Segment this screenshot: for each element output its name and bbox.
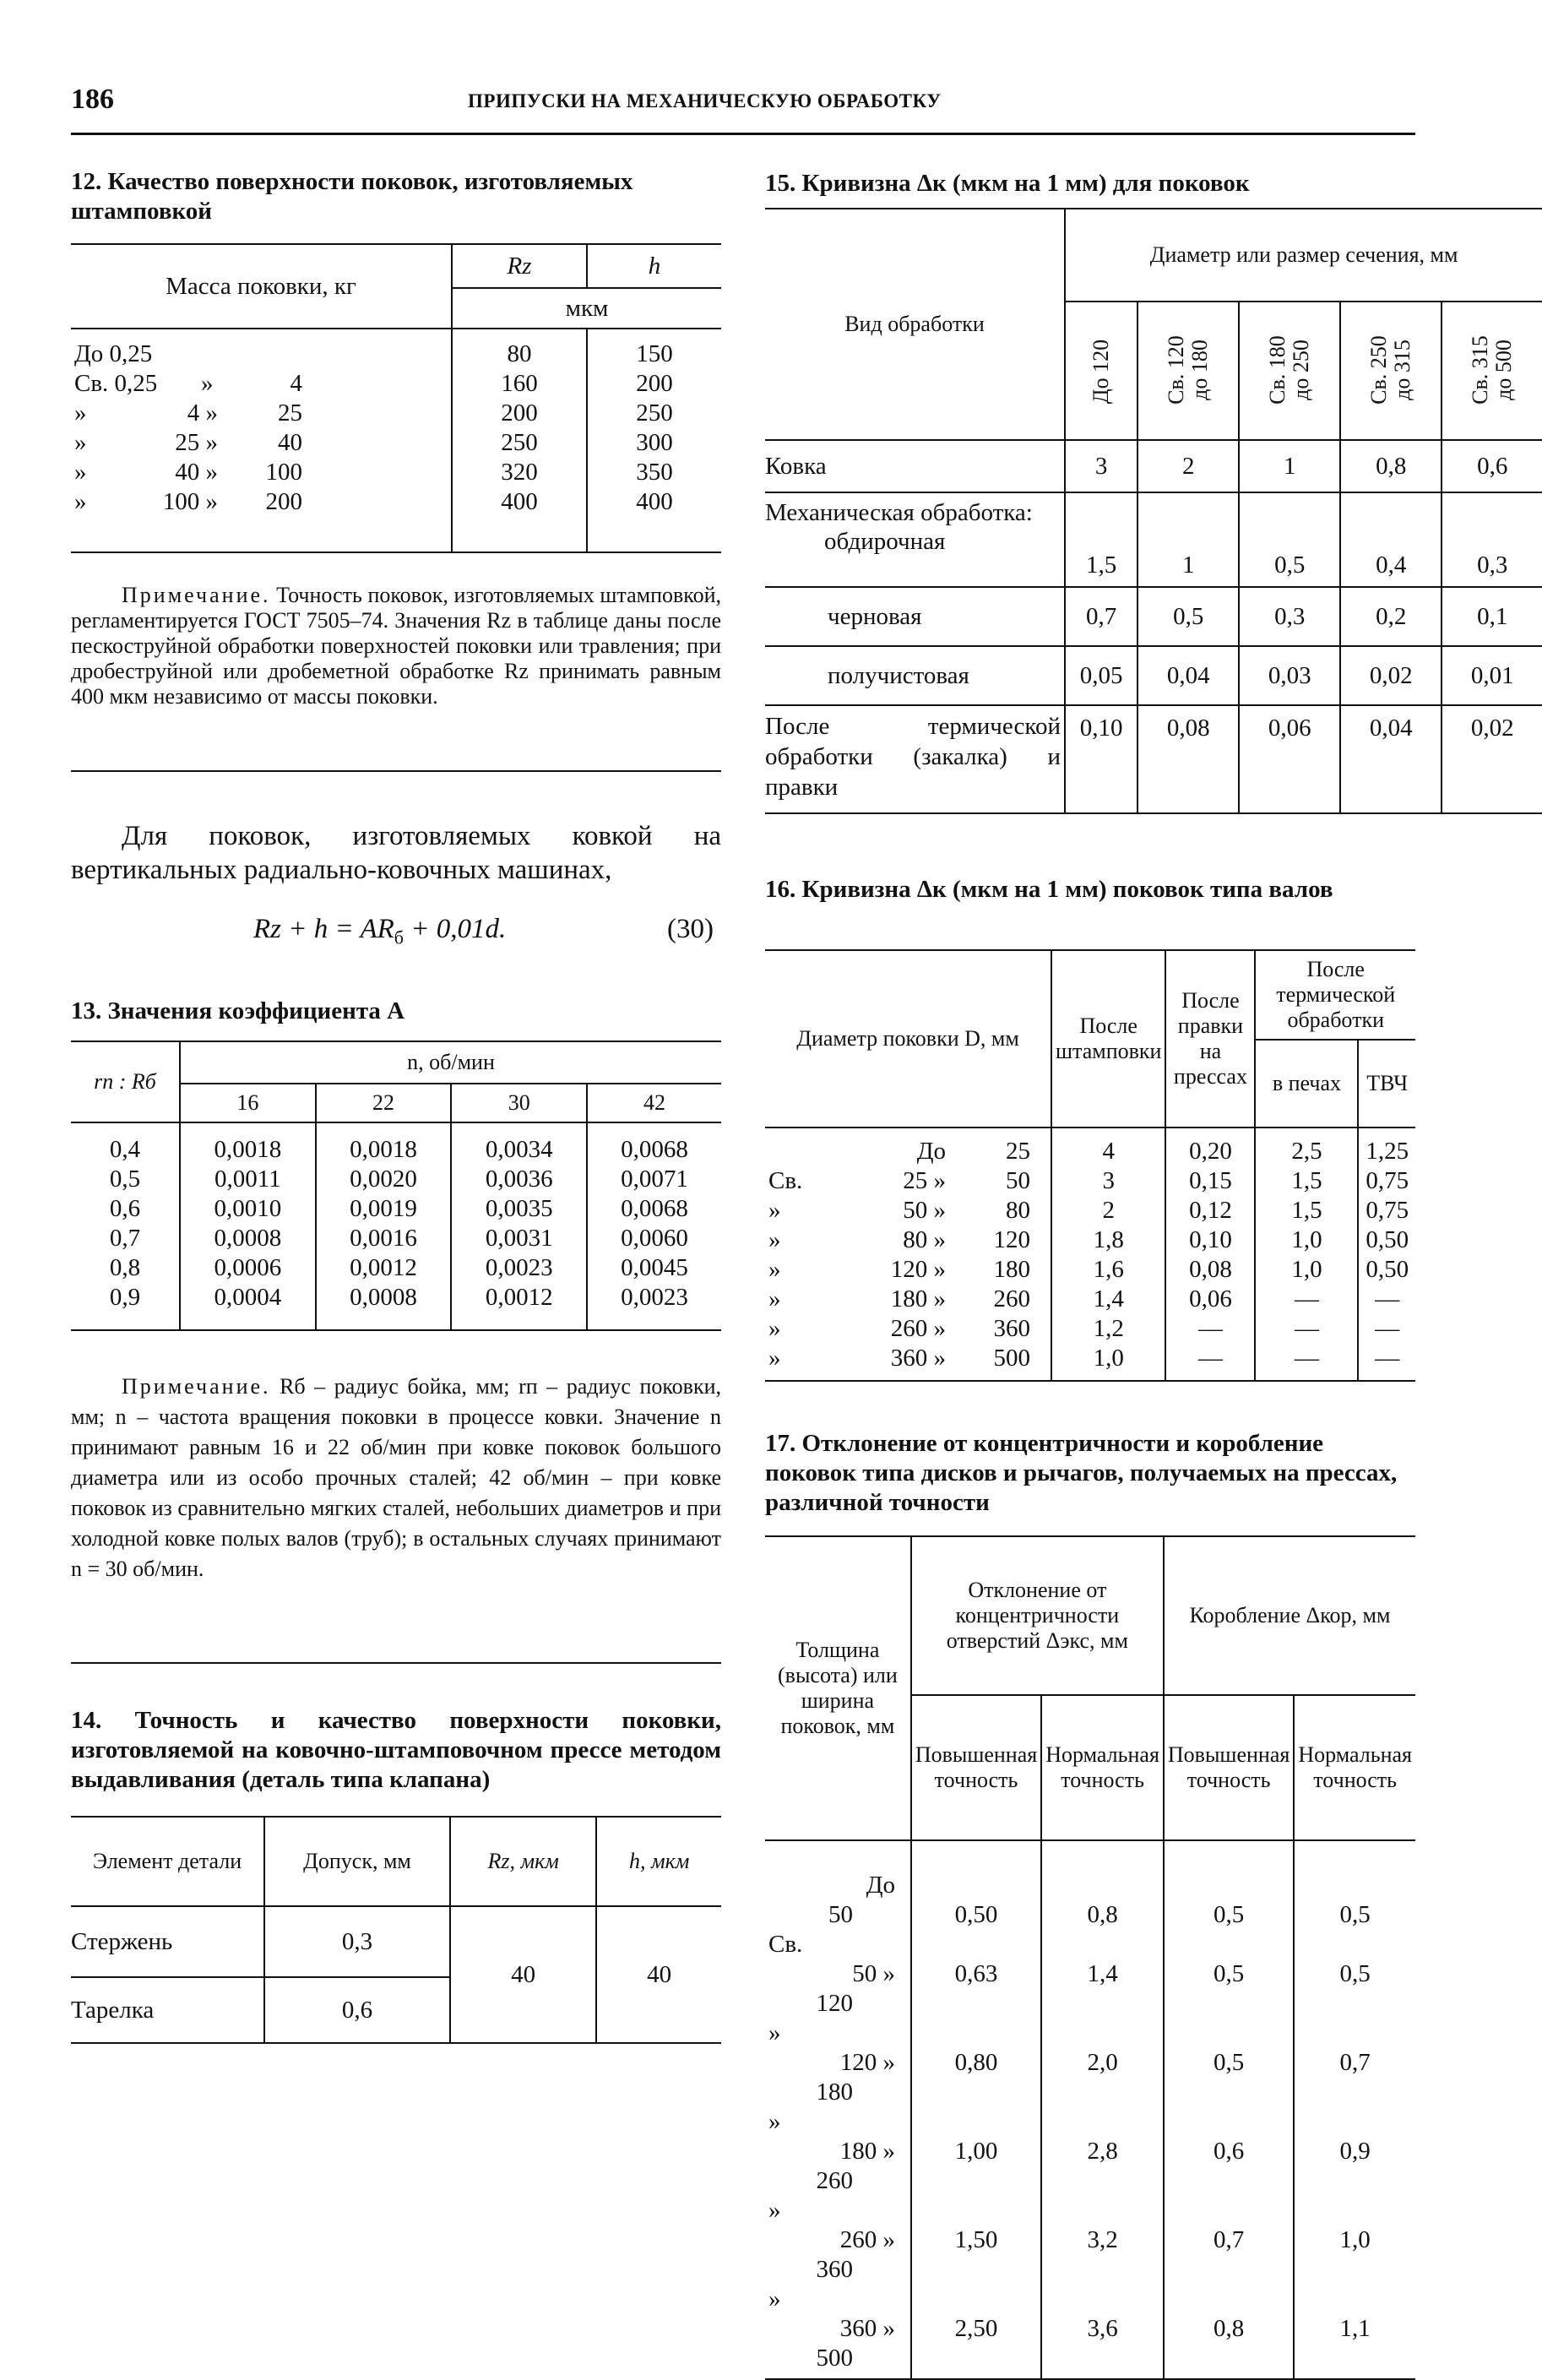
t17-d-b: 120 » <box>839 2049 895 2076</box>
t15-row-label: обдирочная <box>824 528 946 555</box>
t13-ratio: 0,7 <box>71 1224 180 1253</box>
t16-d-c: 80 <box>1006 1197 1030 1224</box>
t14-element: Стержень <box>71 1906 264 1977</box>
t13-value: 0,0012 <box>316 1253 452 1283</box>
t17-d-c: 360 <box>816 2256 853 2283</box>
t15-value: 2 <box>1137 440 1239 492</box>
t15-header-diameter: Диаметр или размер сечения, мм <box>1065 209 1542 302</box>
t15-row-label: После термической обработки (закалка) и правки <box>765 705 1065 813</box>
t13-value: 0,0016 <box>316 1224 452 1253</box>
t15-col-label: Св. 120 до 180 <box>1164 335 1213 405</box>
t17-d-a: » <box>768 2019 781 2046</box>
t16-value: 1,0 <box>1255 1225 1358 1255</box>
t12-mass-label: » <box>74 459 87 486</box>
t12-h-value: 200 <box>636 370 673 397</box>
t17-value: 3,2 <box>1041 2196 1164 2285</box>
t13-value: 0,0034 <box>451 1122 587 1165</box>
t16-d-b: 260 » <box>890 1315 946 1342</box>
t12-mass-label: До 0,25 <box>74 340 153 367</box>
t13-body <box>71 1122 721 1330</box>
t17-d-a: » <box>768 2285 781 2312</box>
t16-d-c: 25 <box>1006 1138 1030 1165</box>
t12-h-value: 300 <box>636 429 673 456</box>
t14-rz: 40 <box>450 1906 596 2043</box>
t13-header-ratio: rп : Rб <box>71 1041 180 1122</box>
t12-mass-to: 4 <box>290 370 302 397</box>
t15-value: 0,3 <box>1239 587 1340 646</box>
t15-value: 3 <box>1065 440 1137 492</box>
t16-value: 0,10 <box>1165 1225 1255 1255</box>
t15-row-label: Ковка <box>765 440 1065 492</box>
t12-mass-label: » <box>74 399 87 427</box>
t13-ratio: 0,4 <box>71 1122 180 1165</box>
t15-mech-label: Механическая обработка: <box>765 499 1033 526</box>
t15-row-label: черновая <box>765 587 1065 646</box>
t16-header-diameter: Диаметр поковки D, мм <box>765 950 1051 1128</box>
t16-value: 3 <box>1051 1166 1165 1196</box>
t16-value: 2 <box>1051 1196 1165 1225</box>
t13-value: 0,0020 <box>316 1165 452 1194</box>
t16-d-b: 50 » <box>903 1197 946 1224</box>
t15-value: 0,04 <box>1137 646 1239 705</box>
t16-d-c: 360 <box>993 1315 1030 1342</box>
t15-value: 0,02 <box>1470 715 1514 742</box>
t16-value: 4 <box>1051 1128 1165 1166</box>
t16-value: 1,25 <box>1366 1138 1409 1165</box>
t16-d-a: » <box>768 1226 781 1253</box>
t12-note-text: Точность поковок, изготовляемых штамповкой, регламентируется ГОСТ 7505–74. Значения Rz в таблице даны после пескоструйной обработки поверхностей поковки или травления; при дробеструйной или дробеметной обработке Rz принимать равным 400 мкм независимо от массы поковки. <box>71 583 721 709</box>
t12-header-mass: Масса поковки, кг <box>71 244 452 329</box>
t17-header-normal: Нормальная точность <box>1041 1695 1164 1840</box>
t15-value: 1 <box>1137 492 1239 587</box>
t16-d-b: До <box>916 1138 946 1165</box>
t13-note-label: Примечание. <box>122 1374 271 1399</box>
t16-value: — <box>1375 1285 1400 1312</box>
t16-value: — <box>1255 1314 1358 1344</box>
t12-mass-label: » <box>74 488 87 515</box>
t13-value: 0,0004 <box>180 1283 316 1330</box>
t14-h: 40 <box>596 1906 721 2043</box>
t14-element: Тарелка <box>71 1996 155 2024</box>
t14-header-h: h, мкм <box>629 1849 690 1873</box>
t12-h-value: 350 <box>636 459 673 486</box>
t16-value: 1,4 <box>1051 1285 1165 1314</box>
t12-header-unit: мкм <box>452 288 721 329</box>
t17-header-deviation: Отклонение от концентричности отверстий Δэкс, мм <box>911 1536 1164 1695</box>
t15-value: 0,7 <box>1065 587 1137 646</box>
t17-value: 0,5 <box>1164 2019 1294 2107</box>
t17-d-b: 180 » <box>839 2138 895 2165</box>
t12-mass-mid: » <box>201 370 214 397</box>
t17-header-thickness: Толщина (высота) или ширина поковок, мм <box>765 1536 911 1840</box>
t15-col-label: Св. 315 до 500 <box>1468 335 1517 405</box>
t16-body <box>765 1128 1415 1381</box>
t13-value: 0,0023 <box>451 1253 587 1283</box>
t16-value: 1,5 <box>1255 1196 1358 1225</box>
t17-d-c: 500 <box>816 2345 853 2372</box>
t13-value: 0,0035 <box>451 1194 587 1224</box>
t15-col-label: До 120 <box>1089 339 1114 404</box>
t12-mass-to: 100 <box>265 459 302 486</box>
t16-value: — <box>1375 1315 1400 1342</box>
t14-tolerance: 0,6 <box>264 1977 450 2043</box>
page-header <box>71 80 1415 135</box>
t12-mass-to: 200 <box>265 488 302 515</box>
t16-d-b: 80 » <box>903 1226 946 1253</box>
t16-d-b: 360 » <box>890 1345 946 1372</box>
formula-main: Rz + h = AR <box>253 914 394 944</box>
table-17-title: 17. Отклонение от концентричности и коробление поковок типа дисков и рычагов, получаемых на прессах, различной точности <box>765 1430 1398 1516</box>
t13-value: 0,0031 <box>451 1224 587 1253</box>
t12-rz-value: 250 <box>452 428 587 458</box>
table-13 <box>71 1041 721 1331</box>
t12-mass-mid: 40 » <box>175 459 218 486</box>
t17-header-normal: Нормальная точность <box>1298 1742 1412 1792</box>
t17-value: 2,8 <box>1041 2107 1164 2196</box>
t12-mass-mid: 100 » <box>162 488 218 515</box>
t16-value: — <box>1375 1345 1400 1372</box>
t12-header-rz: Rz <box>452 244 587 288</box>
formula-number: (30) <box>667 914 714 944</box>
t17-value: 1,00 <box>911 2107 1041 2196</box>
t17-d-a: Св. <box>768 1931 803 1958</box>
t16-header-press: После правки на прессах <box>1165 950 1255 1128</box>
t15-value: 0,4 <box>1340 492 1442 587</box>
t17-d-b: 360 » <box>839 2315 895 2342</box>
table-16 <box>765 949 1415 1382</box>
page-number: 186 <box>71 84 114 115</box>
t13-value: 0,0018 <box>316 1122 452 1165</box>
t13-value: 0,0071 <box>621 1166 688 1193</box>
t15-value: 0,10 <box>1065 705 1137 813</box>
t16-value: — <box>1255 1344 1358 1381</box>
t16-value: — <box>1255 1285 1358 1314</box>
t15-col-label: Св. 180 до 250 <box>1265 335 1314 405</box>
t12-rz-value: 80 <box>452 329 587 369</box>
t14-header-rz: Rz, мкм <box>450 1817 596 1906</box>
t15-col <box>1239 302 1340 440</box>
t13-value: 0,0011 <box>180 1165 316 1194</box>
table-12-title: 12. Качество поверхности поковок, изготовляемых штамповкой <box>71 168 633 225</box>
t15-value: 1 <box>1239 440 1340 492</box>
t16-d-c: 50 <box>1006 1167 1030 1194</box>
t15-col-label: Св. 250 до 315 <box>1366 335 1415 405</box>
t17-value: 0,5 <box>1164 1840 1294 1930</box>
t16-d-a: » <box>768 1256 781 1283</box>
t16-d-c: 260 <box>993 1285 1030 1312</box>
t17-value: 0,7 <box>1339 2049 1371 2076</box>
t12-h-value: 250 <box>636 399 673 427</box>
t17-d-c: 260 <box>816 2167 853 2194</box>
t17-d-b: 50 » <box>852 1960 895 1987</box>
t12-rz-value: 400 <box>452 487 587 517</box>
t16-value: 1,0 <box>1051 1344 1165 1381</box>
t13-col: 16 <box>180 1084 316 1122</box>
t12-mass-label: Св. 0,25 <box>74 370 158 397</box>
t13-value: 0,0023 <box>621 1284 688 1311</box>
t16-value: — <box>1165 1344 1255 1381</box>
running-head: ПРИПУСКИ НА МЕХАНИЧЕСКУЮ ОБРАБОТКУ <box>468 90 942 111</box>
t13-ratio: 0,8 <box>71 1253 180 1283</box>
t16-d-b: 120 » <box>890 1256 946 1283</box>
t16-d-c: 500 <box>993 1345 1030 1372</box>
t17-value: 0,8 <box>1041 1840 1164 1930</box>
t16-value: 0,06 <box>1165 1285 1255 1314</box>
t16-d-a: Св. <box>768 1167 803 1194</box>
table-15-title: 15. Кривизна Δк (мкм на 1 мм) для поковок <box>765 170 1250 197</box>
formula <box>253 914 506 949</box>
t13-value: 0,0036 <box>451 1165 587 1194</box>
t15-value: 0,08 <box>1137 705 1239 813</box>
t15-value: 0,5 <box>1137 587 1239 646</box>
t17-value: 2,50 <box>911 2285 1041 2379</box>
t13-value: 0,0012 <box>451 1283 587 1330</box>
t16-d-c: 120 <box>993 1226 1030 1253</box>
t13-value: 0,0068 <box>621 1195 688 1222</box>
body-paragraph: Для поковок, изготовляемых ковкой на вертикальных радиально-ковочных машинах, <box>71 821 721 885</box>
t17-d-c: 120 <box>816 1990 853 2017</box>
formula-sub: б <box>394 926 404 948</box>
t13-value: 0,0019 <box>316 1194 452 1224</box>
t17-value: 1,1 <box>1339 2315 1371 2342</box>
t16-value: 0,08 <box>1165 1255 1255 1285</box>
t16-value: 0,50 <box>1366 1226 1409 1253</box>
t16-d-b: 180 » <box>890 1285 946 1312</box>
t17-value: 1,0 <box>1339 2226 1371 2253</box>
t15-col <box>1137 302 1239 440</box>
t12-note-label: Примечание. <box>122 583 271 607</box>
t12-mass-label: » <box>74 429 87 456</box>
t15-value: 0,3 <box>1477 552 1508 579</box>
t14-tolerance: 0,3 <box>264 1906 450 1977</box>
divider <box>71 770 721 772</box>
t15-value: 0,8 <box>1340 440 1442 492</box>
t16-value: — <box>1165 1314 1255 1344</box>
t17-d-b: 260 » <box>839 2226 895 2253</box>
t15-value: 0,01 <box>1470 661 1514 689</box>
t12-rz-value: 200 <box>452 399 587 428</box>
t15-value: 0,04 <box>1340 705 1442 813</box>
t13-value: 0,0018 <box>180 1122 316 1165</box>
t16-d-c: 180 <box>993 1256 1030 1283</box>
t15-value: 0,1 <box>1477 602 1508 630</box>
t12-header-h: h <box>648 252 661 280</box>
t13-ratio: 0,6 <box>71 1194 180 1224</box>
t15-value: 0,2 <box>1340 587 1442 646</box>
t17-value: 0,50 <box>911 1840 1041 1930</box>
t15-value: 0,5 <box>1239 492 1340 587</box>
t13-value: 0,0010 <box>180 1194 316 1224</box>
t12-body <box>71 329 721 552</box>
t16-value: 0,75 <box>1366 1197 1409 1224</box>
t16-value: 0,75 <box>1366 1167 1409 1194</box>
t16-value: 0,15 <box>1165 1166 1255 1196</box>
t16-value: 1,0 <box>1255 1255 1358 1285</box>
t17-value: 0,8 <box>1164 2285 1294 2379</box>
table-15 <box>765 208 1542 814</box>
formula-tail: + 0,01d. <box>403 914 507 944</box>
table-12 <box>71 243 721 553</box>
t14-header-element: Элемент детали <box>71 1817 264 1906</box>
t14-header-tolerance: Допуск, мм <box>264 1817 450 1906</box>
t13-ratio: 0,9 <box>71 1283 180 1330</box>
divider <box>71 1662 721 1664</box>
t16-d-a: » <box>768 1345 781 1372</box>
t13-col: 30 <box>451 1084 587 1122</box>
t17-value: 0,5 <box>1339 1901 1371 1928</box>
t16-value: 0,20 <box>1165 1128 1255 1166</box>
t17-header-increased: Повышенная точность <box>911 1695 1041 1840</box>
t13-col: 22 <box>316 1084 452 1122</box>
t17-value: 3,6 <box>1041 2285 1164 2379</box>
t15-group-label <box>765 492 1065 587</box>
table-14 <box>71 1816 721 2044</box>
t17-d-c: 50 <box>828 1901 853 1928</box>
t13-value: 0,0006 <box>180 1253 316 1283</box>
t13-value: 0,0008 <box>316 1283 452 1330</box>
t12-rz-value: 160 <box>452 369 587 399</box>
t16-d-a: » <box>768 1197 781 1224</box>
t17-value: 1,4 <box>1041 1930 1164 2019</box>
t16-header-therm: После термической обработки <box>1255 950 1415 1040</box>
t13-header-n: n, об/мин <box>180 1041 721 1084</box>
t16-value: 1,2 <box>1051 1314 1165 1344</box>
t12-rz-value: 320 <box>452 458 587 487</box>
t16-value: 1,5 <box>1255 1166 1358 1196</box>
t12-h-value: 400 <box>636 488 673 515</box>
t17-value: 0,63 <box>911 1930 1041 2019</box>
t16-value: 1,6 <box>1051 1255 1165 1285</box>
t15-value: 0,06 <box>1239 705 1340 813</box>
t12-h-value: 150 <box>636 340 673 367</box>
t15-col <box>1065 302 1137 440</box>
t15-value: 0,03 <box>1239 646 1340 705</box>
t15-col <box>1442 302 1542 440</box>
t16-d-b: 25 » <box>903 1167 946 1194</box>
t15-col <box>1340 302 1442 440</box>
table-16-title: 16. Кривизна Δк (мкм на 1 мм) поковок типа валов <box>765 876 1333 903</box>
t16-d-a: » <box>768 1285 781 1312</box>
t13-value: 0,0060 <box>621 1225 688 1252</box>
t13-col: 42 <box>643 1090 666 1115</box>
t16-header-furnace: в печах <box>1255 1040 1358 1128</box>
t17-value: 0,5 <box>1164 1930 1294 2019</box>
t17-value: 2,0 <box>1041 2019 1164 2107</box>
t16-value: 1,8 <box>1051 1225 1165 1255</box>
t13-ratio: 0,5 <box>71 1165 180 1194</box>
t16-header-tvch: ТВЧ <box>1366 1071 1409 1095</box>
t13-value: 0,0045 <box>621 1254 688 1281</box>
t17-value: 1,50 <box>911 2196 1041 2285</box>
t17-value: 0,80 <box>911 2019 1041 2107</box>
t16-value: 0,12 <box>1165 1196 1255 1225</box>
t13-value: 0,0068 <box>621 1136 688 1163</box>
t17-value: 0,9 <box>1339 2138 1371 2165</box>
table-14-title: 14. Точность и качество поверхности поковки, изготовляемой на ковочно-штамповочном прессе методом выдавливания (деталь типа клапана) <box>71 1707 721 1793</box>
t13-note <box>71 1372 721 1584</box>
t17-body <box>765 1840 1415 2379</box>
t17-d-a: » <box>768 2108 781 2135</box>
t15-header-type: Вид обработки <box>765 209 1065 440</box>
t15-value: 1,5 <box>1065 492 1137 587</box>
t12-mass-mid: 25 » <box>175 429 218 456</box>
table-17 <box>765 1535 1415 2380</box>
t15-value: 0,02 <box>1340 646 1442 705</box>
t16-header-stamp: После штамповки <box>1051 950 1165 1128</box>
t12-mass-mid: 4 » <box>187 399 218 427</box>
t17-value: 0,7 <box>1164 2196 1294 2285</box>
t17-value: 0,6 <box>1164 2107 1294 2196</box>
t13-value: 0,0008 <box>180 1224 316 1253</box>
t17-d-a: » <box>768 2197 781 2224</box>
t13-note-text: Rб – радиус бойка, мм; rп – радиус поковки, мм; n – частота вращения поковки в процессе ковки. Значение n принимают равным 16 и 22 об/мин при ковке поковок большого диаметра или из особо прочных сталей; 42 об/мин – при ковке поковок из сравнительно мягких сталей, небольших диаметров и при холодной ковке полых валов (труб); в остальных случаях принимают n = 30 об/мин. <box>71 1374 721 1581</box>
t17-value: 0,5 <box>1339 1960 1371 1987</box>
t15-value: 0,05 <box>1065 646 1137 705</box>
t16-d-a: » <box>768 1315 781 1342</box>
t17-d-c: 180 <box>816 2078 853 2106</box>
table-13-title: 13. Значения коэффициента A <box>71 997 405 1024</box>
t16-value: 2,5 <box>1255 1128 1358 1166</box>
t17-header-increased: Повышенная точность <box>1164 1695 1294 1840</box>
t15-row-label: получистовая <box>765 646 1065 705</box>
t17-d-b: До <box>866 1872 895 1899</box>
t12-note <box>71 583 721 709</box>
t17-header-warp: Коробление Δкор, мм <box>1164 1536 1415 1695</box>
t12-mass-to: 40 <box>278 429 302 456</box>
t12-mass-to: 25 <box>278 399 302 427</box>
t16-value: 0,50 <box>1366 1256 1409 1283</box>
t15-value: 0,6 <box>1477 452 1508 480</box>
